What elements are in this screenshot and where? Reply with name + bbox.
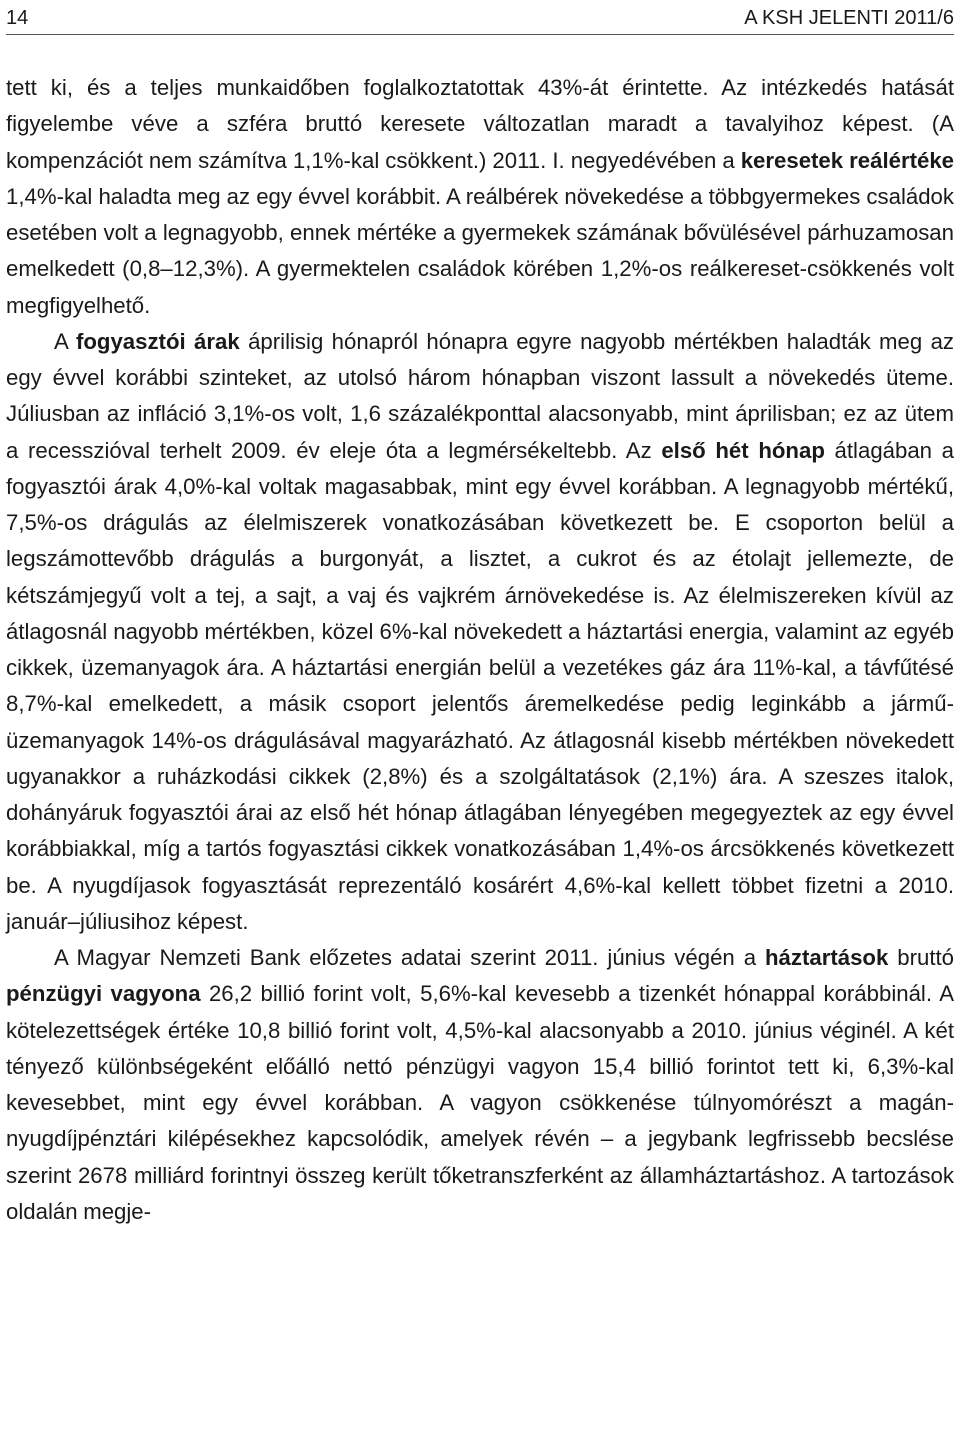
page-number: 14: [6, 7, 29, 29]
bold-term-penzugyi-vagyona: pénzügyi vagyona: [6, 981, 201, 1007]
page-header: [6, 0, 954, 35]
text-segment: áprilisig hónapról hónapra egyre nagyobb mértékben haladták meg az egy évvel korábbi szinteket, az utolsó három hónapban viszont lassult a növekedés üteme. Júliusban az infláció 3,1%-os volt, 1,6 százalékponttal alacsonyabb, mint áprilisban; ez az ütem a recesszióval terhelt 2009. év eleje óta a legmérsékeltebb. Az: [6, 328, 955, 463]
publication-title: A KSH JELENTI 2011/6: [744, 7, 954, 29]
bold-term-elso-het-honap: első hét hónap: [661, 437, 825, 463]
text-segment: tett ki, és a teljes munkaidőben foglalkoztatottak 43%-át érintette. Az intézkedés hatását figyelembe véve a szféra bruttó keresete változatlan maradt a tavalyihoz képest. (A kompenzációt nem számítva 1,1%-kal csökkent.) 2011. I. negyedévében a: [6, 75, 954, 173]
paragraph-1: [6, 70, 954, 324]
paragraph-2: [6, 324, 954, 940]
text-segment: 26,2 billió forint volt, 5,6%-kal kevesebb a tizenkét hónappal korábbinál. A kötelezettségek értéke 10,8 billió forint volt, 4,5%-kal alacsonyabb a 2010. június véginél. A két tényező különbségeként előálló nettó pénzügyi vagyon 15,4 billió forintot tett ki, 6,3%-kal kevesebbet, mint egy évvel korábban. A vagyon csökkenése túlnyomórészt a magán-nyugdíjpénztári kilépésekhez kapcsolódik, amelyek révén – a jegybank legfrissebb becslése szerint 2678 milliárd forintnyi összeg került tőketranszferként az államháztartáshoz. A tartozások oldalán megje-: [6, 981, 954, 1224]
paragraph-3: [6, 940, 954, 1230]
text-segment: átlagában a fogyasztói árak 4,0%-kal voltak magasabbak, mint egy évvel korábban. A legnagyobb mértékű, 7,5%-os drágulás az élelmiszerek vonatkozásában következett be. E csoporton belül a legszámottevőbb drágulás a burgonyát, a lisztet, a cukrot és az étolajt jellemezte, de kétszámjegyű volt a tej, a sajt, a vaj és vajkrém árnövekedése is. Az élelmiszereken kívül az átlagosnál nagyobb mértékben, közel 6%-kal növekedett a háztartási energia, valamint az egyéb cikkek, üzemanyagok ára. A háztartási energián belül a vezetékes gáz ára 11%-kal, a távfűtésé 8,7%-kal emelkedett, a másik csoport jelentős áremelkedése pedig leginkább a jármű-üzemanyagok 14%-os drágulásával magyarázható. Az átlagosnál kisebb mértékben növekedett ugyanakkor a ruházkodási cikkek (2,8%) és a szolgáltatások (2,1%) ára. A szeszes italok, dohányáruk fogyasztói árai az első hét hónap átlagában lényegében megegyeztek az egy évvel korábbiakkal, míg a tartós fogyasztási cikkek vonatkozásában 1,4%-os árcsökkenés következett be. A nyugdíjasok fogyasztását reprezentáló kosárért 4,6%-kal kellett többet fizetni a 2010. január–júliusihoz képest.: [6, 437, 955, 934]
bold-term-fogyasztoi-arak: fogyasztói árak: [75, 328, 240, 354]
document-body: [6, 70, 954, 1230]
text-segment: A Magyar Nemzeti Bank előzetes adatai szerint 2011. június végén a: [54, 945, 765, 970]
text-segment: bruttó: [888, 945, 954, 970]
text-segment: A: [54, 328, 76, 354]
bold-term-haztartasok: háztartások: [765, 945, 889, 970]
bold-term-keresetek-realerteke: keresetek reálértéke: [740, 147, 954, 173]
text-segment: 1,4%-kal haladta meg az egy évvel korábbit. A reálbérek növekedése a többgyermekes családok esetében volt a legnagyobb, ennek mértéke a gyermekek számának bővülésével párhuzamosan emelkedett (0,8–12,3%). A gyermektelen családok körében 1,2%-os reálkereset-csökkenés volt megfigyelhető.: [6, 183, 954, 318]
